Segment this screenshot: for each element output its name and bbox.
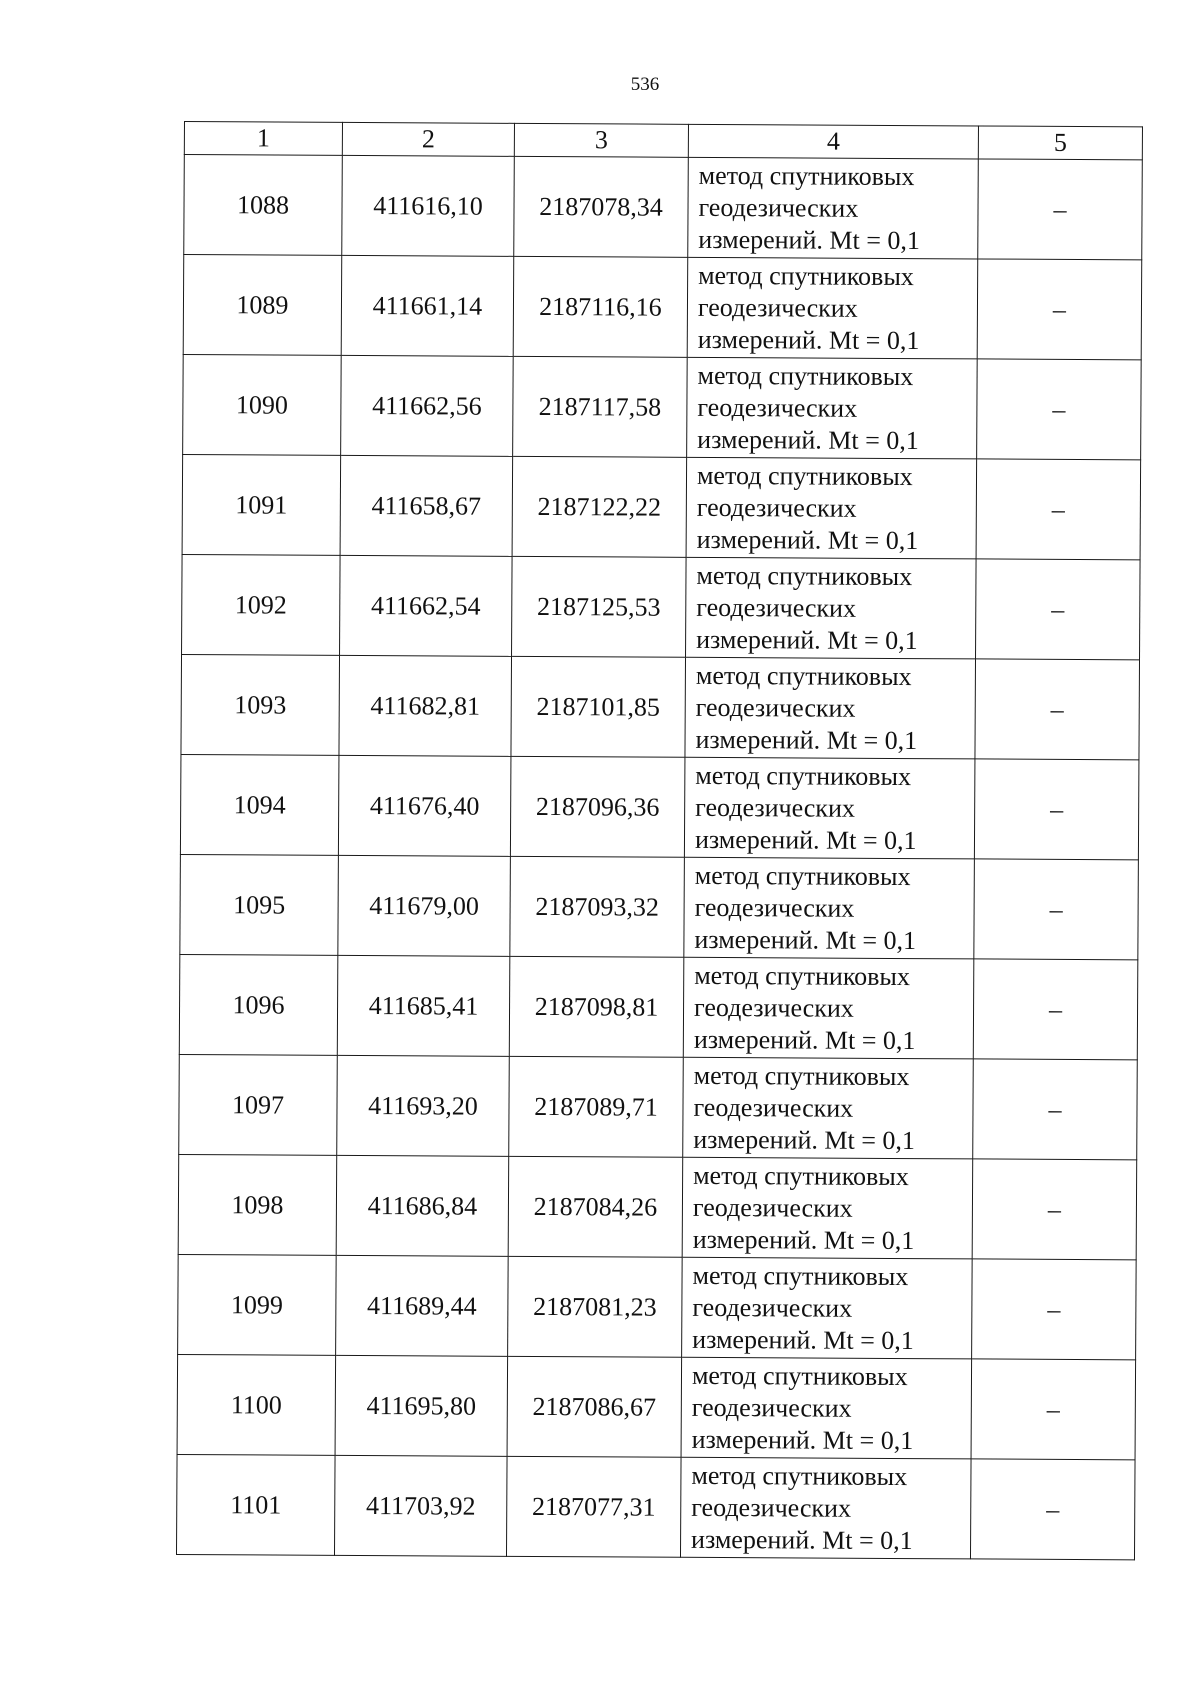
point-number-cell: 1090 <box>183 354 342 455</box>
x-coordinate-cell: 411662,56 <box>341 355 514 456</box>
note-cell: – <box>977 359 1142 460</box>
y-coordinate-cell: 2187081,23 <box>508 1256 683 1357</box>
y-coordinate-cell: 2187096,36 <box>510 756 685 857</box>
header-col-4: 4 <box>688 124 978 159</box>
method-cell: метод спутниковых геодезических измерений. Mt = 0,1 <box>682 1257 973 1359</box>
note-cell: – <box>976 559 1141 660</box>
point-number-cell: 1100 <box>177 1354 336 1455</box>
header-col-5: 5 <box>978 126 1142 160</box>
point-number-cell: 1099 <box>178 1254 337 1355</box>
method-cell: метод спутниковых геодезических измерений. Mt = 0,1 <box>682 1157 973 1259</box>
table-row <box>176 1454 1135 1559</box>
note-cell: – <box>970 1459 1135 1560</box>
method-cell: метод спутниковых геодезических измерений. Mt = 0,1 <box>683 1057 974 1159</box>
y-coordinate-cell: 2187086,67 <box>507 1356 682 1457</box>
point-number-cell: 1088 <box>184 155 343 256</box>
y-coordinate-cell: 2187098,81 <box>509 956 684 1057</box>
note-cell: – <box>973 1059 1138 1160</box>
method-cell: метод спутниковых геодезических измерений. Mt = 0,1 <box>684 857 975 959</box>
x-coordinate-cell: 411689,44 <box>336 1255 509 1356</box>
method-cell: метод спутниковых геодезических измерений. Mt = 0,1 <box>683 957 974 1059</box>
y-coordinate-cell: 2187077,31 <box>506 1456 681 1557</box>
note-cell: – <box>977 259 1142 360</box>
method-cell: метод спутниковых геодезических измерений. Mt = 0,1 <box>687 257 978 359</box>
x-coordinate-cell: 411662,54 <box>340 555 513 656</box>
y-coordinate-cell: 2187084,26 <box>508 1156 683 1257</box>
y-coordinate-cell: 2187078,34 <box>514 156 689 257</box>
method-cell: метод спутниковых геодезических измерений. Mt = 0,1 <box>680 1457 971 1559</box>
table-row <box>179 954 1138 1059</box>
x-coordinate-cell: 411679,00 <box>338 855 511 956</box>
method-cell: метод спутниковых геодезических измерений. Mt = 0,1 <box>686 457 977 559</box>
point-number-cell: 1096 <box>179 954 338 1055</box>
header-col-1: 1 <box>184 122 342 156</box>
point-number-cell: 1092 <box>182 554 341 655</box>
table-row <box>179 1054 1138 1159</box>
y-coordinate-cell: 2187116,16 <box>513 256 688 357</box>
x-coordinate-cell: 411676,40 <box>338 755 511 856</box>
table-row <box>182 454 1141 559</box>
y-coordinate-cell: 2187101,85 <box>511 656 686 757</box>
note-cell: – <box>978 159 1143 260</box>
method-cell: метод спутниковых геодезических измерений. Mt = 0,1 <box>688 157 979 259</box>
table-row <box>183 354 1142 459</box>
note-cell: – <box>976 459 1141 560</box>
table-header <box>184 122 1142 160</box>
header-col-3: 3 <box>514 123 688 157</box>
x-coordinate-cell: 411685,41 <box>337 955 510 1056</box>
x-coordinate-cell: 411693,20 <box>337 1055 510 1156</box>
page-number: 536 <box>630 74 660 95</box>
point-number-cell: 1089 <box>183 255 342 356</box>
x-coordinate-cell: 411682,81 <box>339 655 512 756</box>
note-cell: – <box>972 1159 1137 1260</box>
table-row <box>181 654 1140 759</box>
table-row <box>180 854 1139 959</box>
table-row <box>182 554 1141 659</box>
method-cell: метод спутниковых геодезических измерений. Mt = 0,1 <box>681 1357 972 1459</box>
point-number-cell: 1094 <box>180 754 339 855</box>
method-cell: метод спутниковых геодезических измерений. Mt = 0,1 <box>686 557 977 659</box>
x-coordinate-cell: 411658,67 <box>340 455 513 556</box>
table-row <box>180 754 1139 859</box>
table-row <box>177 1354 1136 1459</box>
table-row <box>184 155 1143 260</box>
y-coordinate-cell: 2187093,32 <box>510 856 685 957</box>
point-number-cell: 1097 <box>179 1054 338 1155</box>
table-body <box>176 155 1142 1560</box>
point-number-cell: 1095 <box>180 854 339 955</box>
x-coordinate-cell: 411686,84 <box>336 1155 509 1256</box>
y-coordinate-cell: 2187117,58 <box>513 356 688 457</box>
table-row <box>178 1154 1137 1259</box>
point-number-cell: 1098 <box>178 1154 337 1255</box>
y-coordinate-cell: 2187089,71 <box>509 1056 684 1157</box>
note-cell: – <box>974 759 1139 860</box>
coordinates-table <box>176 121 1143 1560</box>
method-cell: метод спутниковых геодезических измерений. Mt = 0,1 <box>687 357 978 459</box>
note-cell: – <box>973 959 1138 1060</box>
note-cell: – <box>971 1359 1136 1460</box>
table-row <box>183 255 1142 360</box>
method-cell: метод спутниковых геодезических измерений. Mt = 0,1 <box>685 657 976 759</box>
table-row <box>178 1254 1137 1359</box>
note-cell: – <box>975 659 1140 760</box>
header-row <box>184 122 1142 160</box>
y-coordinate-cell: 2187125,53 <box>512 556 687 657</box>
header-col-2: 2 <box>342 122 514 156</box>
x-coordinate-cell: 411695,80 <box>335 1355 508 1456</box>
note-cell: – <box>974 859 1139 960</box>
point-number-cell: 1091 <box>182 454 341 555</box>
method-cell: метод спутниковых геодезических измерений. Mt = 0,1 <box>684 757 975 859</box>
y-coordinate-cell: 2187122,22 <box>512 456 687 557</box>
point-number-cell: 1101 <box>176 1454 335 1555</box>
point-number-cell: 1093 <box>181 654 340 755</box>
x-coordinate-cell: 411616,10 <box>342 155 515 256</box>
note-cell: – <box>972 1259 1137 1360</box>
x-coordinate-cell: 411661,14 <box>341 255 514 356</box>
x-coordinate-cell: 411703,92 <box>334 1455 507 1556</box>
